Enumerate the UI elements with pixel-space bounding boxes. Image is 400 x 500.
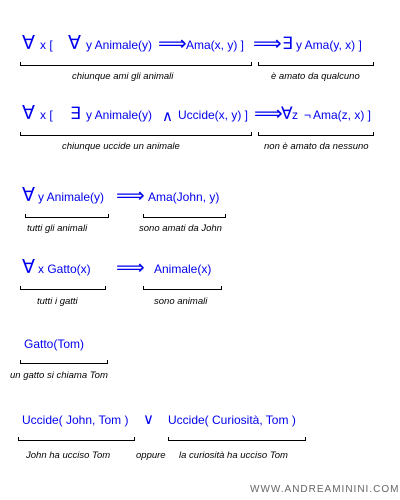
bracket (20, 132, 252, 136)
formula-2-quantifier: x [ (40, 108, 53, 122)
bracket (143, 286, 222, 290)
or-symbol: ∨ (143, 411, 154, 428)
formula-2-conclusion: Ama(z, x) ] (313, 108, 372, 122)
implies-arrow: ⟹ (253, 33, 282, 55)
caption: tutti gli animali (27, 223, 88, 234)
forall-symbol: ∀ (22, 185, 35, 206)
forall-symbol: ∀ (22, 257, 35, 278)
formula-4-conclusion: Animale(x) (154, 262, 212, 276)
not-symbol: ¬ (304, 108, 312, 122)
caption: chiunque ami gli animali (72, 71, 174, 82)
caption: è amato da qualcuno (271, 71, 360, 82)
implies-arrow: ⟹ (116, 257, 145, 279)
implies-arrow: ⟹ (116, 185, 145, 207)
formula-6-right: Uccide( Curiosità, Tom ) (168, 413, 296, 427)
bracket (168, 437, 306, 441)
caption: un gatto si chiama Tom (10, 370, 108, 381)
caption: chiunque uccide un animale (62, 141, 180, 152)
caption: tutti i gatti (37, 296, 78, 307)
forall-symbol: ∀ (281, 104, 293, 123)
formula-1-ama: Ama(x, y) ] (186, 38, 245, 52)
implies-arrow: ⟹ (254, 103, 283, 125)
formula-3-conclusion: Ama(John, y) (148, 190, 220, 204)
implies-arrow: ⟹ (158, 33, 187, 55)
formula-3-premise: y Animale(y) (38, 190, 105, 204)
formula-2-uccide: Uccide(x, y) ] (178, 108, 249, 122)
bracket (143, 214, 226, 218)
formula-1-premise: y Animale(y) (86, 38, 153, 52)
bracket (25, 214, 109, 218)
formula-1-conclusion: y Ama(y, x) ] (296, 38, 362, 52)
formula-1-quantifier: x [ (40, 38, 53, 52)
caption: oppure (136, 450, 166, 461)
forall-symbol: ∀ (22, 103, 35, 124)
caption: John ha ucciso Tom (26, 450, 111, 461)
bracket (18, 437, 135, 441)
bracket (20, 62, 252, 66)
bracket (258, 62, 374, 66)
bracket (20, 286, 106, 290)
bracket (258, 132, 374, 136)
and-symbol: ∧ (162, 108, 173, 125)
formula-6-left: Uccide( John, Tom ) (22, 413, 129, 427)
formula-4-premise: x Gatto(x) (38, 262, 91, 276)
footer-watermark: WWW.ANDREAMININI.COM (250, 484, 400, 495)
exists-symbol: ∃ (282, 34, 293, 53)
caption: non è amato da nessuno (264, 141, 369, 152)
exists-symbol: ∃ (70, 104, 81, 123)
formula-5-fact: Gatto(Tom) (24, 337, 85, 351)
formula-2-var: z (292, 108, 298, 122)
formula-2-premise: y Animale(y) (86, 108, 153, 122)
caption: sono animali (154, 296, 208, 307)
caption: la curiosità ha ucciso Tom (179, 450, 288, 461)
caption: sono amati da John (139, 223, 222, 234)
bracket (20, 360, 108, 364)
forall-symbol: ∀ (22, 33, 35, 54)
forall-symbol: ∀ (68, 33, 81, 54)
